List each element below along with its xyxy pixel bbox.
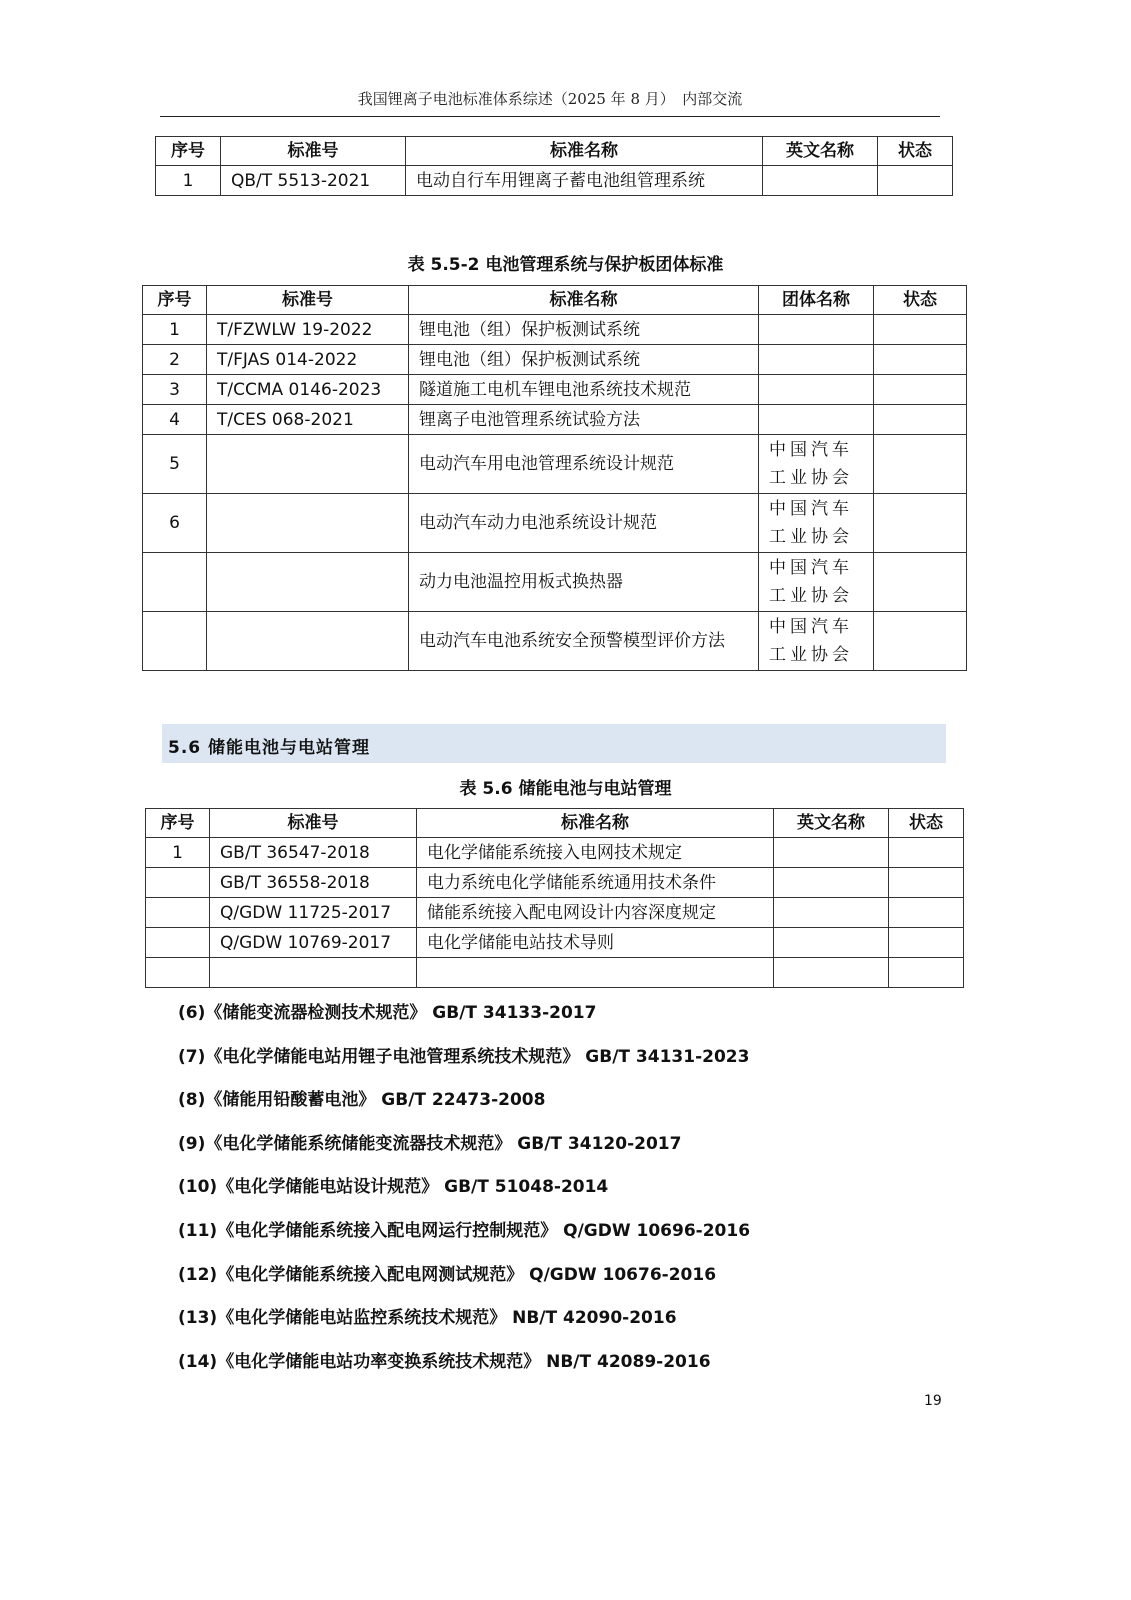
table-cell [889, 868, 964, 898]
table-cell [759, 315, 874, 345]
table-cell [874, 612, 967, 671]
table-cell [207, 435, 409, 494]
table-cell [774, 868, 889, 898]
column-header: 英文名称 [774, 809, 889, 838]
table-cell: 中国汽车工业协会 [759, 435, 874, 494]
table-cell: T/FJAS 014-2022 [207, 345, 409, 375]
running-header: 我国锂离子电池标准体系综述（2025 年 8 月） 内部交流 [357, 90, 743, 108]
list-item: (9)《电化学储能系统储能变流器技术规范》 GB/T 34120-2017 [178, 1133, 682, 1154]
table-cell [146, 868, 210, 898]
table-cell: 电化学储能系统接入电网技术规定 [417, 838, 774, 868]
table-row [146, 958, 964, 988]
table-row [146, 928, 964, 958]
list-item: (10)《电化学储能电站设计规范》 GB/T 51048-2014 [178, 1177, 609, 1198]
table-cell: GB/T 36558-2018 [210, 868, 417, 898]
table-row [146, 868, 964, 898]
column-header: 标准号 [221, 137, 406, 166]
list-item: (6)《储能变流器检测技术规范》 GB/T 34133-2017 [178, 1003, 597, 1023]
table-cell: GB/T 36547-2018 [210, 838, 417, 868]
table-cell: 中国汽车工业协会 [759, 494, 874, 553]
table-cell [889, 958, 964, 988]
column-header: 序号 [146, 809, 210, 838]
header-rule [160, 116, 940, 117]
table-cell: 电动汽车用电池管理系统设计规范 [409, 435, 759, 494]
table-cell [874, 494, 967, 553]
table-cell [774, 838, 889, 868]
table-row [146, 898, 964, 928]
table-cell: 4 [143, 405, 207, 435]
table-row [146, 838, 964, 868]
table-row [143, 494, 967, 553]
table-row [143, 612, 967, 671]
table-cell: 1 [143, 315, 207, 345]
column-header: 状态 [889, 809, 964, 838]
column-header: 标准名称 [409, 286, 759, 315]
section-heading-text: 5.6 储能电池与电站管理 [168, 738, 371, 758]
table-row [143, 405, 967, 435]
table-cell [874, 553, 967, 612]
table-cell: 锂离子电池管理系统试验方法 [409, 405, 759, 435]
table-row [156, 166, 953, 196]
table-cell [759, 405, 874, 435]
table-cell: 锂电池（组）保护板测试系统 [409, 345, 759, 375]
table-cell: T/CCMA 0146-2023 [207, 375, 409, 405]
table-cell: 锂电池（组）保护板测试系统 [409, 315, 759, 345]
table-cell [146, 958, 210, 988]
table-cell: 电力系统电化学储能系统通用技术条件 [417, 868, 774, 898]
table-cell: 隧道施工电机车锂电池系统技术规范 [409, 375, 759, 405]
column-header: 英文名称 [763, 137, 878, 166]
table-cell [143, 553, 207, 612]
column-header: 标准号 [207, 286, 409, 315]
table-cell: 储能系统接入配电网设计内容深度规定 [417, 898, 774, 928]
table-cell: 电化学储能电站技术导则 [417, 928, 774, 958]
table-cell [889, 928, 964, 958]
table-cell [146, 928, 210, 958]
table-cell [874, 345, 967, 375]
table-cell [874, 405, 967, 435]
table-cell: 2 [143, 345, 207, 375]
table-cell [759, 375, 874, 405]
table-cell [763, 166, 878, 196]
table-cell: 3 [143, 375, 207, 405]
table-row [143, 315, 967, 345]
table-cell: 1 [156, 166, 221, 196]
table-cell [143, 612, 207, 671]
column-header: 团体名称 [759, 286, 874, 315]
table-cell [874, 435, 967, 494]
table-row [143, 375, 967, 405]
table-row [143, 435, 967, 494]
table-cell [207, 612, 409, 671]
table-cell [774, 898, 889, 928]
table-cell [774, 928, 889, 958]
table-cell: Q/GDW 11725-2017 [210, 898, 417, 928]
table-cell [889, 898, 964, 928]
table-cell: T/CES 068-2021 [207, 405, 409, 435]
table-cell: 电动自行车用锂离子蓄电池组管理系统 [406, 166, 763, 196]
table-cell: QB/T 5513-2021 [221, 166, 406, 196]
table-cell: 中国汽车工业协会 [759, 553, 874, 612]
table-cell: 1 [146, 838, 210, 868]
list-item: (12)《电化学储能系统接入配电网测试规范》 Q/GDW 10676-2016 [178, 1264, 717, 1285]
table-bms-industry [155, 136, 953, 196]
table-cell: 中国汽车工业协会 [759, 612, 874, 671]
table-cell [207, 553, 409, 612]
list-item: (13)《电化学储能电站监控系统技术规范》 NB/T 42090-2016 [178, 1308, 677, 1329]
table-cell: T/FZWLW 19-2022 [207, 315, 409, 345]
table-cell: 5 [143, 435, 207, 494]
list-item: (14)《电化学储能电站功率变换系统技术规范》 NB/T 42089-2016 [178, 1351, 711, 1372]
list-item: (8)《储能用铅酸蓄电池》 GB/T 22473-2008 [178, 1090, 546, 1111]
table-row [143, 345, 967, 375]
table-cell [874, 375, 967, 405]
page-number: 19 [924, 1393, 942, 1409]
table-cell: 动力电池温控用板式换热器 [409, 553, 759, 612]
column-header: 标准名称 [417, 809, 774, 838]
table-cell: 电动汽车电池系统安全预警模型评价方法 [409, 612, 759, 671]
table-caption: 表 5.6 储能电池与电站管理 [459, 779, 672, 799]
table-cell: 6 [143, 494, 207, 553]
list-item: (7)《电化学储能电站用锂子电池管理系统技术规范》 GB/T 34131-2023 [178, 1046, 750, 1067]
section-heading [162, 724, 946, 763]
table-cell [417, 958, 774, 988]
table-row [143, 553, 967, 612]
table-cell [207, 494, 409, 553]
column-header: 状态 [878, 137, 953, 166]
table-caption: 表 5.5-2 电池管理系统与保护板团体标准 [407, 255, 724, 275]
table-energy-storage [145, 808, 964, 988]
table-cell [878, 166, 953, 196]
column-header: 标准号 [210, 809, 417, 838]
table-cell [874, 315, 967, 345]
table-bms-group-standards [142, 285, 967, 671]
table-cell: 电动汽车动力电池系统设计规范 [409, 494, 759, 553]
column-header: 状态 [874, 286, 967, 315]
table-cell [146, 898, 210, 928]
table-cell [759, 345, 874, 375]
table-cell [889, 838, 964, 868]
column-header: 序号 [156, 137, 221, 166]
table-cell [210, 958, 417, 988]
table-cell [774, 958, 889, 988]
list-item: (11)《电化学储能系统接入配电网运行控制规范》 Q/GDW 10696-2016 [178, 1221, 751, 1241]
column-header: 序号 [143, 286, 207, 315]
column-header: 标准名称 [406, 137, 763, 166]
table-cell: Q/GDW 10769-2017 [210, 928, 417, 958]
